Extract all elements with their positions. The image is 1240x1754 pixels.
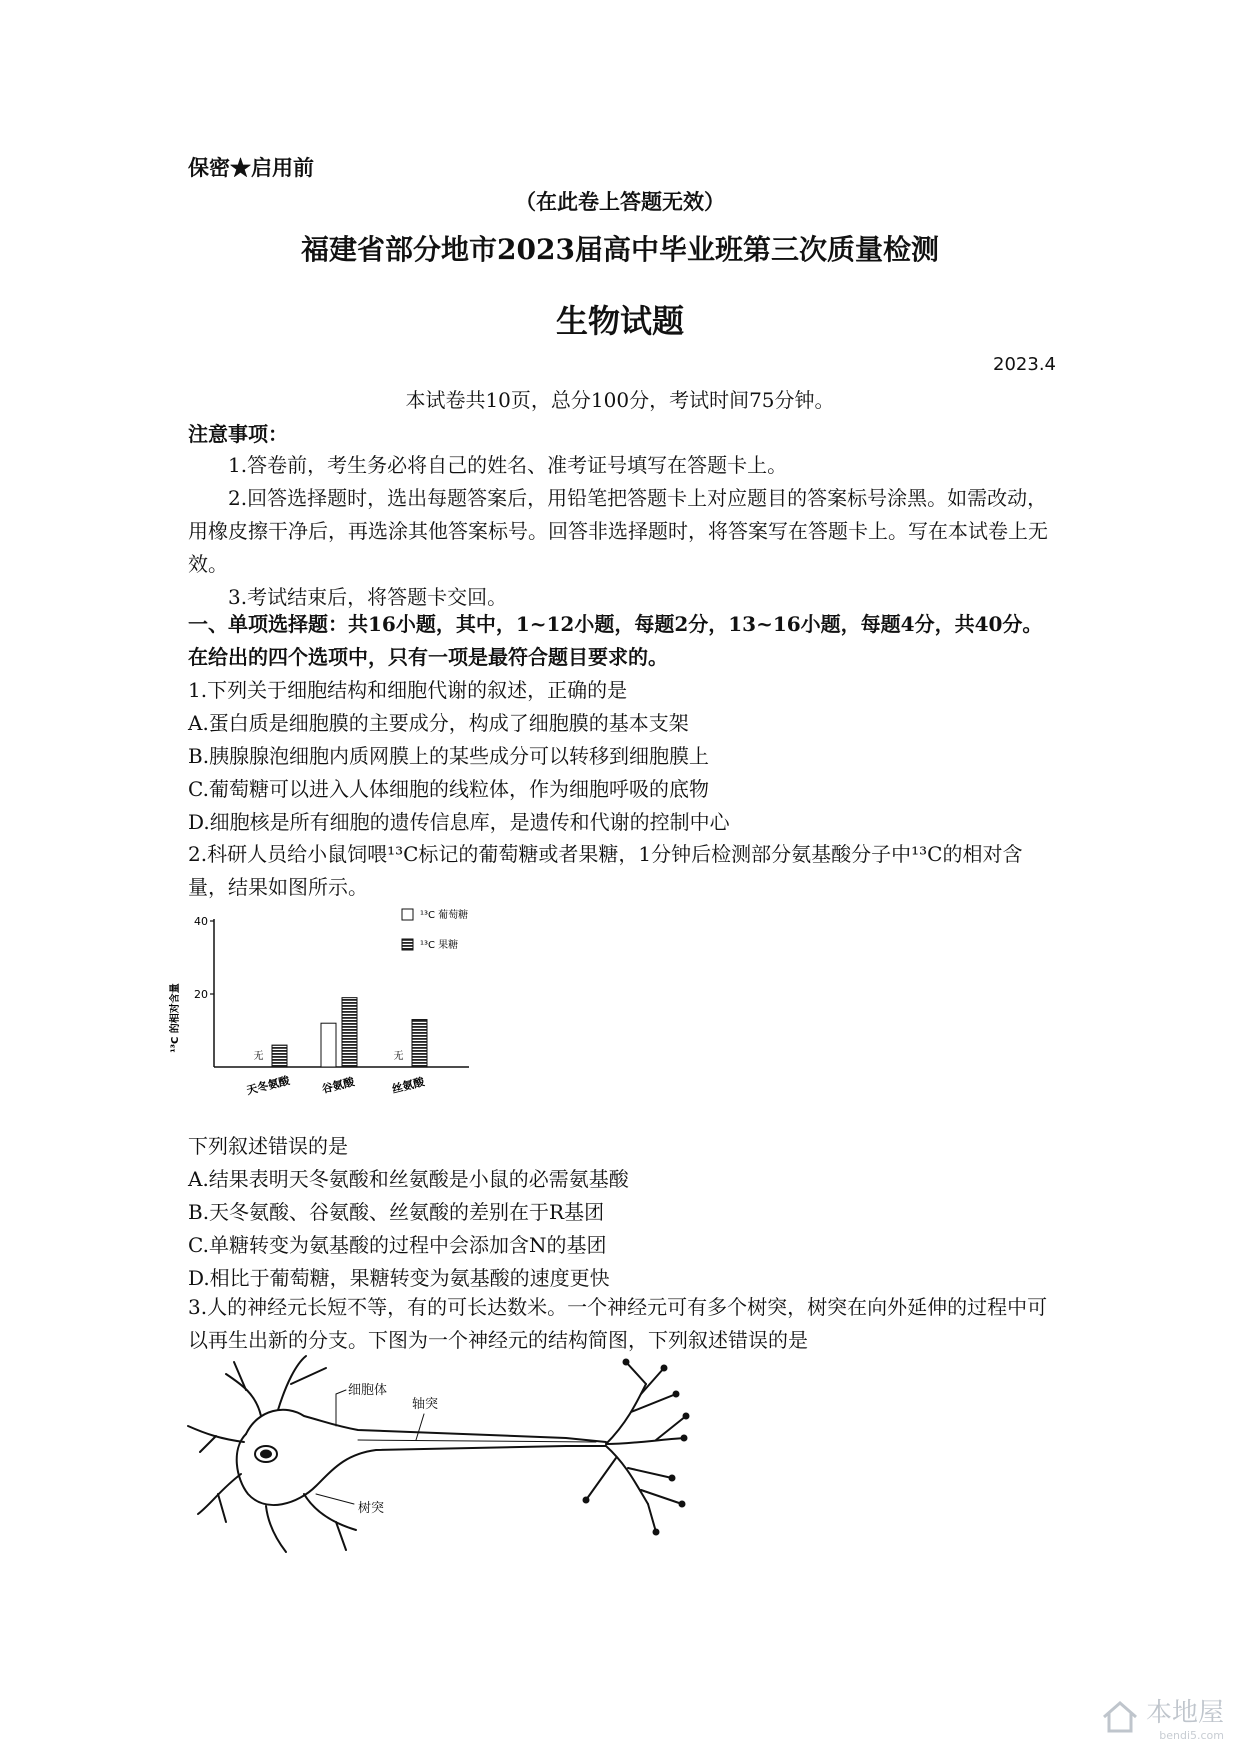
subject-title: 生物试题	[555, 302, 684, 340]
category-label: 丝氨酸	[390, 1075, 426, 1096]
terminal-knob	[661, 1365, 668, 1372]
chart-bars	[254, 998, 428, 1067]
notice-heading: 注意事项：	[188, 422, 288, 446]
notice-item-3: 3.考试结束后，将答题卡交回。	[228, 585, 508, 609]
axon-terminal-knobs	[583, 1359, 690, 1536]
neuron-diagram	[186, 1354, 706, 1564]
question-stem: 1.下列关于细胞结构和细胞代谢的叙述，正确的是	[188, 678, 628, 702]
question-2	[188, 838, 1056, 904]
question-stem: 3.人的神经元长短不等，有的可长达数米。一个神经元可有多个树突，树突在向外延伸的过程中可以再生出新的分支。下图为一个神经元的结构简图，下列叙述错误的是	[188, 1295, 1048, 1352]
terminal-knob	[679, 1501, 686, 1508]
legend-swatch	[402, 909, 413, 920]
dendrite-label: 树突	[358, 1501, 385, 1516]
bar	[272, 1045, 287, 1067]
option-b: B.天冬氨酸、谷氨酸、丝氨酸的差别在于R基团	[188, 1200, 605, 1224]
amino-acid-bar-chart	[170, 900, 534, 1125]
missing-data-label: 无	[393, 1051, 404, 1062]
question-1	[188, 674, 1056, 839]
site-watermark	[1100, 1692, 1224, 1742]
question-prompt: 下列叙述错误的是	[188, 1134, 348, 1158]
option-c: C.葡萄糖可以进入人体细胞的线粒体，作为细胞呼吸的底物	[188, 777, 709, 801]
missing-data-label: 无	[253, 1051, 264, 1062]
watermark-text: 本地屋	[1145, 1698, 1224, 1728]
legend-swatch	[402, 939, 413, 950]
bar	[412, 1020, 427, 1067]
terminal-knob	[653, 1529, 660, 1536]
confidential-mark: 保密★启用前	[188, 155, 314, 180]
option-d: D.相比于葡萄糖，果糖转变为氨基酸的速度更快	[188, 1266, 610, 1290]
y-axis-label: ¹³C 的相对含量	[170, 983, 181, 1053]
option-b: B.胰腺腺泡细胞内质网膜上的某些成分可以转移到细胞膜上	[188, 744, 710, 768]
legend-label: ¹³C 葡萄糖	[420, 910, 469, 921]
terminal-knob	[669, 1475, 676, 1482]
exam-summary: 本试卷共10页，总分100分，考试时间75分钟。	[405, 388, 835, 412]
notice-item-2: 2.回答选择题时，选出每题答案后，用铅笔把答题卡上对应题目的答案标号涂黑。如需改动，用橡皮擦干净后，再选涂其他答案标号。回答非选择题时，将答案写在答题卡上。写在本试卷上无效。	[188, 486, 1048, 576]
exam-title: 福建省部分地市2023届高中毕业班第三次质量检测	[301, 233, 939, 266]
bar	[321, 1023, 336, 1067]
terminal-knob	[681, 1435, 688, 1442]
notice-item-1: 1.答卷前，考生务必将自己的姓名、准考证号填写在答题卡上。	[228, 453, 788, 477]
chart-legend	[402, 908, 468, 951]
option-a: A.结果表明天冬氨酸和丝氨酸是小鼠的必需氨基酸	[188, 1167, 629, 1191]
soma-label: 细胞体	[348, 1383, 388, 1398]
notice-list	[188, 449, 1056, 614]
section-heading: 一、单项选择题：共16小题，其中，1~12小题，每题2分，13~16小题，每题4分，共40分。在给出的四个选项中，只有一项是最符合题目要求的。	[188, 612, 1043, 669]
house-icon	[1100, 1697, 1140, 1737]
category-label: 天冬氨酸	[245, 1073, 292, 1098]
terminal-knob	[673, 1391, 680, 1398]
bar	[342, 998, 357, 1067]
option-c: C.单糖转变为氨基酸的过程中会添加含N的基团	[188, 1233, 607, 1257]
terminal-knob	[623, 1359, 630, 1366]
legend-label: ¹³C 果糖	[420, 940, 459, 951]
option-d: D.细胞核是所有细胞的遗传信息库，是遗传和代谢的控制中心	[188, 810, 730, 834]
chart-ticks	[194, 915, 214, 1001]
option-a: A.蛋白质是细胞膜的主要成分，构成了细胞膜的基本支架	[188, 711, 689, 735]
category-label: 谷氨酸	[320, 1075, 356, 1096]
invalid-notice: （在此卷上答题无效）	[515, 189, 725, 214]
y-tick-label: 40	[194, 915, 208, 928]
terminal-knob	[583, 1497, 590, 1504]
question-3	[188, 1291, 1056, 1357]
terminal-knob	[683, 1413, 690, 1420]
question-2-options	[188, 1130, 1056, 1295]
question-stem: 2.科研人员给小鼠饲喂¹³C标记的葡萄糖或者果糖，1分钟后检测部分氨基酸分子中¹³C的相对含量，结果如图所示。	[188, 842, 1023, 899]
y-tick-label: 20	[194, 988, 208, 1001]
exam-date: 2023.4	[993, 354, 1056, 375]
chart-category-labels	[245, 1073, 427, 1097]
axon-label: 轴突	[412, 1397, 439, 1412]
watermark-domain: bendi5.com	[1159, 1729, 1224, 1742]
neuron-outline	[188, 1356, 686, 1552]
